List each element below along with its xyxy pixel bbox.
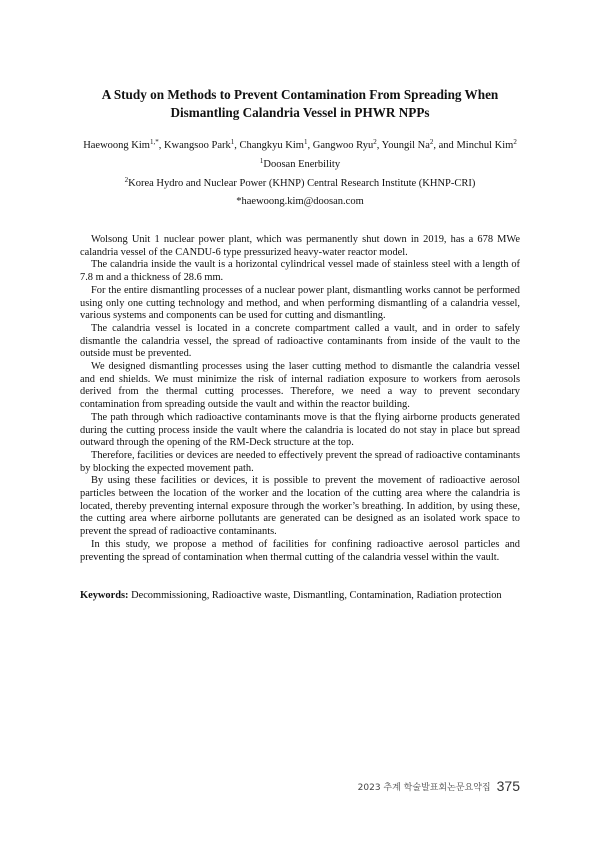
abstract-paragraph: The calandria inside the vault is a horizontal cylindrical vessel made of stainless steel with a length of 7.8 m and a thickness of 28.6 mm. [80,259,520,284]
keywords-text: Decommissioning, Radioactive waste, Dismantling, Contamination, Radiation protection [128,590,502,601]
author: Kwangsoo Park$^1$, [163,138,240,151]
author: Changkyu Kim$^1$, [239,138,313,151]
author: Gangwoo Ryu$^2$, [312,138,382,151]
paper-title [70,86,530,122]
abstract-paragraph: The calandria vessel is located in a concrete compartment called a vault, and in order to safely dismantle the calandria vessel, the spread of radioactive contaminants from inside of the vault to the outside must be prevented. [80,322,520,360]
abstract-paragraph: We designed dismantling processes using the laser cutting method to dismantle the calandria vessel and end shields. We must minimize the risk of internal radiation exposure to workers from aerosols derived from the thermal cutting processes. Therefore, we need a way to prevent secondary contamination from spreading outside the vault and within the reactor building. [80,361,520,411]
keywords-label: Keywords: [80,590,129,601]
author: Haewoong Kim$^{1,*}$, [83,138,164,151]
abstract-paragraph: For the entire dismantling processes of a nuclear power plant, dismantling works cannot be performed using only one cutting technology and method, and when performing dismantling of a calandria vessel, various systems and components can be used for cutting and dismantling. [80,284,520,322]
abstract-paragraph: Wolsong Unit 1 nuclear power plant, which was permanently shut down in 2019, has a 678 MWe calandria vessel of the CANDU-6 type pressurized heavy-water reactor model. [80,234,520,258]
page-number: 375 [496,778,520,794]
title-line-2: Dismantling Calandria Vessel in PHWR NPPs [170,105,430,120]
contact-email: *haewoong.kim@doosan.com [236,196,364,207]
affiliation-2: $^2$Korea Hydro and Nuclear Power (KHNP) Central Research Institute (KHNP-CRI) [124,176,476,189]
affiliation-1: $^1$Doosan Enerbility [259,157,341,170]
proceedings-name: 2023 추계 학술발표회논문요약집 [357,783,491,793]
author: Minchul Kim$^2$ [456,138,517,151]
abstract-body [80,234,520,564]
page-footer [358,778,520,794]
keywords [80,589,520,602]
author-list [40,139,560,152]
abstract-paragraph: By using these facilities or devices, it is possible to prevent the movement of radioactive aerosol particles between the location of the worker and the location of the cutting area where the calandria is located, thereby preventing internal exposure through the worker’s breathing. In addition, by using these, the cutting area where airborne pollutants are generated can be designed as an isolated work space to prevent the spread of radioactive contaminants. [80,475,520,538]
author: Youngil Na$^2$, and [381,138,457,151]
abstract-paragraph: The path through which radioactive contaminants move is that the flying airborne products generated during the cutting process inside the vault where the calandria is located do not stay in place but spread outward through the opening of the RM-Deck structure at the top. [80,411,520,449]
abstract-paragraph: In this study, we propose a method of facilities for confining radioactive aerosol particles and preventing the spread of contamination when thermal cutting of the calandria vessel within the vault. [80,538,520,563]
abstract-paragraph: Therefore, facilities or devices are needed to effectively prevent the spread of radioactive contaminants by blocking the expected movement path. [80,449,520,474]
title-line-1: A Study on Methods to Prevent Contamination From Spreading When [101,87,499,102]
